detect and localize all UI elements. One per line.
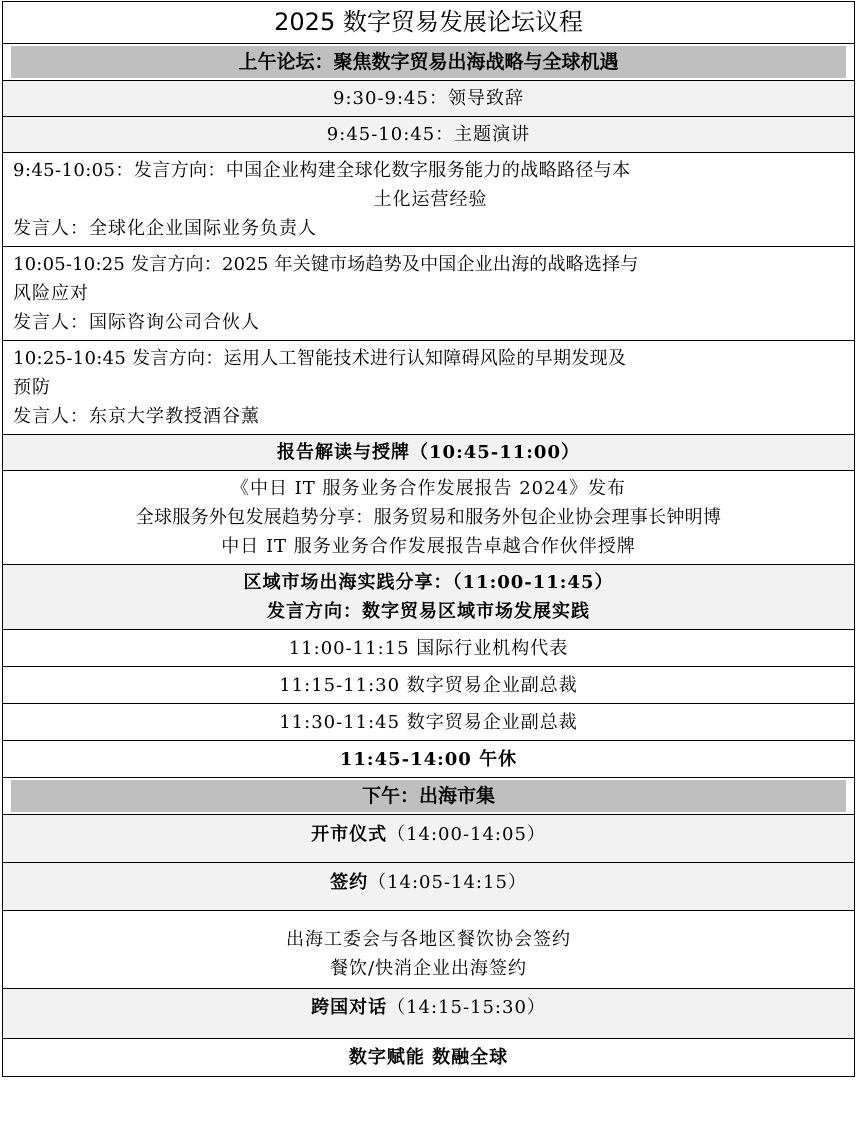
agenda-table [2,1,855,1077]
signing-label: 签约 [330,872,369,893]
opening-ceremony-label: 开市仪式 [311,824,388,845]
talk-3-topic-line2: 预防 [13,377,51,398]
closing-theme: 数字赋能 数融全球 [348,1047,509,1068]
regional-section-header [3,565,854,630]
talk-3-topic-line1: 10:25-10:45 发言方向：运用人工智能技术进行认知障碍风险的早期发现及 [13,348,627,369]
signing-line-enterprises: 餐饮/快消企业出海签约 [329,958,528,979]
regional-talk-3: 11:30-11:45 数字贸易企业副总裁 [3,704,854,741]
signing-line-associations: 出海工委会与各地区餐饮协会签约 [286,929,571,950]
talk-1-speaker: 发言人：全球化企业国际业务负责人 [13,218,317,239]
page-title: 2025 数字贸易发展论坛议程 [3,2,854,44]
afternoon-section-header [3,778,854,815]
talk-3-speaker: 发言人：东京大学教授酒谷薰 [13,406,260,427]
signing-details [3,911,854,989]
report-section-header: 报告解读与授牌（10:45-11:00） [3,435,854,471]
talk-2-topic-line1: 10:05-10:25 发言方向：2025 年关键市场趋势及中国企业出海的战略选择与 [13,254,639,275]
dialogue-time: （14:15-15:30） [387,997,546,1018]
morning-section-header [3,44,854,81]
cross-border-dialogue [3,989,854,1039]
regional-talk-2: 11:15-11:30 数字贸易企业副总裁 [3,667,854,704]
afternoon-section-label: 下午：出海市集 [11,780,846,812]
talk-2 [3,247,854,341]
regional-header-title: 区域市场出海实践分享：（11:00-11:45） [243,572,614,593]
morning-section-label: 上午论坛：聚焦数字贸易出海战略与全球机遇 [11,46,846,78]
report-line-release: 《中日 IT 服务业务合作发展报告 2024》发布 [230,478,627,499]
report-line-trend: 全球服务外包发展趋势分享：服务贸易和服务外包企业协会理事长钟明博 [135,507,722,528]
talk-3 [3,341,854,435]
talk-1-topic-line2: 土化运营经验 [373,189,488,210]
lunch-break: 11:45-14:00 午休 [3,741,854,778]
regional-talk-1: 11:00-11:15 国际行业机构代表 [3,630,854,667]
signing-time: （14:05-14:15） [368,872,527,893]
agenda-row-keynote: 9:45-10:45：主题演讲 [3,117,854,153]
dialogue-label: 跨国对话 [311,997,388,1018]
talk-1-topic-line1: 9:45-10:05：发言方向：中国企业构建全球化数字服务能力的战略路径与本 [13,160,631,181]
talk-2-speaker: 发言人：国际咨询公司合伙人 [13,312,260,333]
opening-ceremony-time: （14:00-14:05） [387,824,546,845]
talk-2-topic-line2: 风险应对 [13,283,89,304]
talk-1 [3,153,854,247]
opening-ceremony [3,815,854,863]
report-details [3,471,854,565]
signing-session [3,863,854,911]
report-line-award: 中日 IT 服务业务合作发展报告卓越合作伙伴授牌 [221,536,636,557]
agenda-row-opening-speech: 9:30-9:45：领导致辞 [3,81,854,117]
regional-header-topic: 发言方向：数字贸易区域市场发展实践 [267,601,590,622]
